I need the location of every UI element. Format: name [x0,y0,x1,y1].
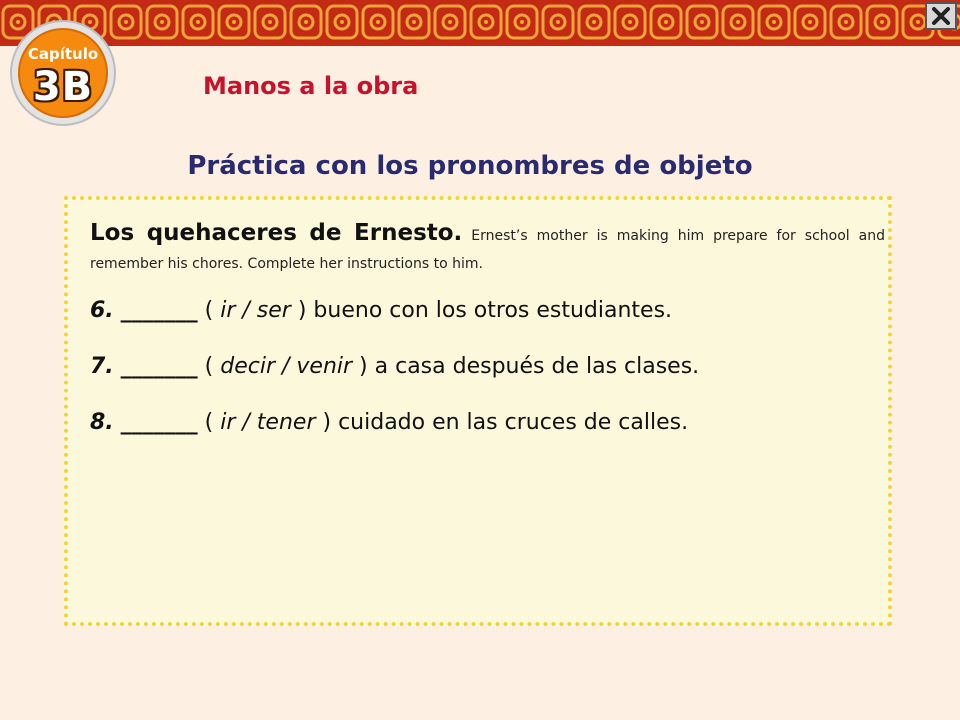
answer-blank: _______ [120,354,198,379]
chapter-number: 3B [32,64,94,110]
verb-options: ir / ser [220,298,291,323]
item-text: cuidado en las cruces de calles. [331,410,689,435]
exercise-item-8 [90,410,885,466]
exercise-item-6 [90,298,885,354]
section-title: Manos a la obra [203,72,419,100]
chapter-label: Capítulo [27,45,99,63]
close-button[interactable] [925,2,957,30]
exercise-list [90,298,885,466]
page-title: Práctica con los pronombres de objeto [187,151,753,181]
answer-blank: _______ [120,298,198,323]
exercise-heading: Los quehaceres de Ernesto. [90,220,463,246]
close-icon [931,7,951,25]
verb-options: decir / venir [220,354,353,379]
chapter-badge [8,18,118,128]
decorative-pattern [0,0,960,46]
paren-open: ( [197,354,221,379]
item-number: 7. [90,354,114,379]
exercise-item-7 [90,354,885,410]
top-banner [0,0,960,46]
paren-close: ) [290,298,307,323]
paren-close: ) [315,410,332,435]
item-number: 6. [90,298,114,323]
verb-options: ir / tener [220,410,316,435]
item-text: a casa después de las clases. [367,354,700,379]
paren-open: ( [197,410,221,435]
exercise-instructions: Ernest’s mother is making him prepare for school and remember his chores. Complete her instructions to him. [90,228,886,272]
paren-close: ) [352,354,368,379]
answer-blank: _______ [120,410,198,435]
paren-open: ( [197,298,221,323]
item-text: bueno con los otros estudiantes. [306,298,673,323]
item-number: 8. [90,410,114,435]
exercise-intro [90,219,885,278]
